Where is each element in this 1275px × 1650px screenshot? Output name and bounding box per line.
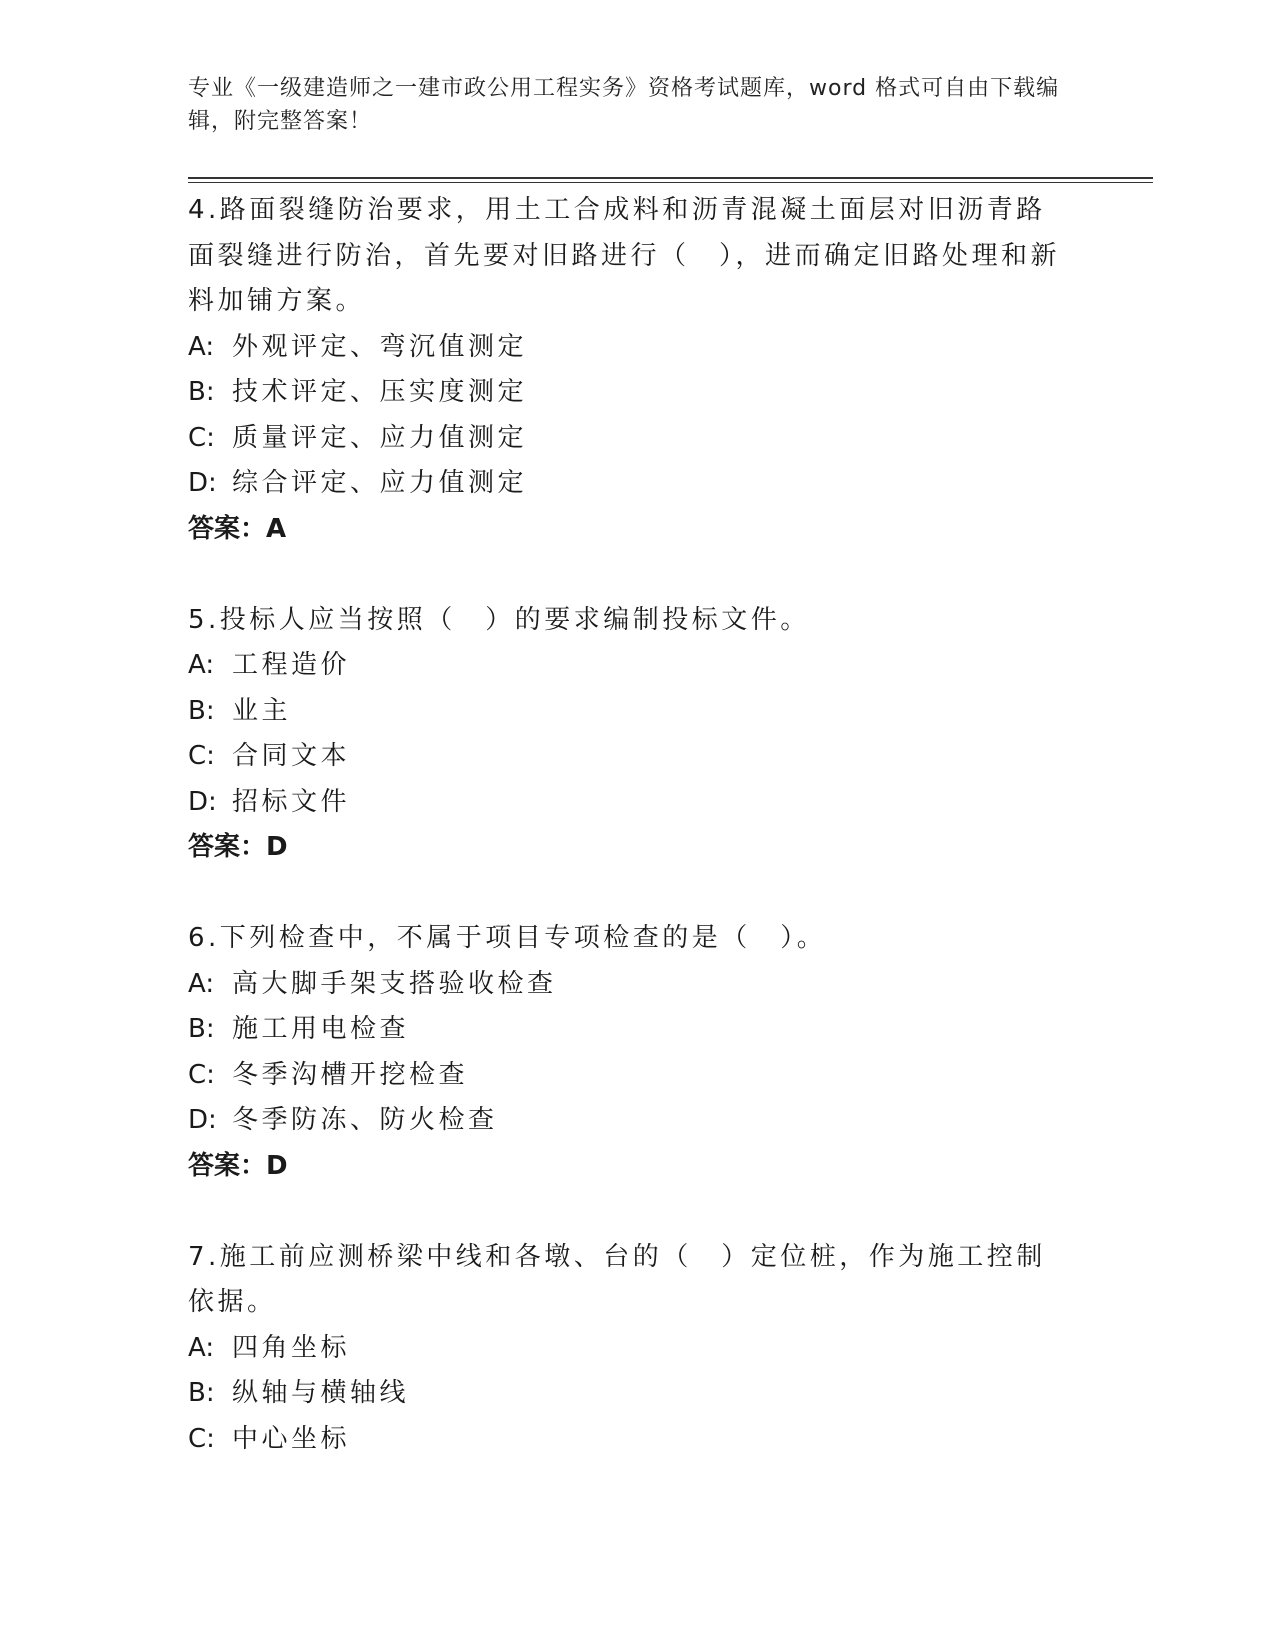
- option-text: 合同文本: [232, 741, 351, 771]
- option-a: [188, 643, 1068, 689]
- option-b: [188, 689, 1068, 735]
- question-stem: 7.施工前应测桥梁中线和各墩、台的（ ）定位桩，作为施工控制依据。: [188, 1241, 1046, 1317]
- question-stem: 5.投标人应当按照（ ）的要求编制投标文件。: [188, 604, 810, 635]
- option-a: [188, 1326, 1068, 1372]
- option-key: C:: [188, 741, 215, 771]
- question-7: [188, 1235, 1068, 1463]
- question-gap: [188, 1189, 1068, 1235]
- option-text: 中心坐标: [232, 1423, 351, 1454]
- option-key: C:: [188, 1059, 215, 1090]
- option-d: [188, 1098, 1068, 1144]
- option-c: [188, 1417, 1068, 1463]
- option-key: B:: [188, 1378, 215, 1408]
- option-text: 冬季沟槽开挖检查: [232, 1059, 469, 1090]
- option-key: A:: [188, 331, 215, 362]
- option-a: [188, 962, 1068, 1008]
- option-key: A:: [188, 650, 215, 680]
- header-divider-thick: [188, 177, 1153, 179]
- answer-line: 答案：A: [188, 513, 287, 544]
- option-d: [188, 461, 1068, 507]
- option-c: [188, 416, 1068, 462]
- question-stem: 6.下列检查中，不属于项目专项检查的是（ ）。: [188, 923, 827, 953]
- answer-line: 答案：D: [188, 1150, 288, 1181]
- option-b: [188, 1007, 1068, 1053]
- option-text: 综合评定、应力值测定: [232, 468, 528, 498]
- option-text: 冬季防冻、防火检查: [232, 1105, 498, 1135]
- option-text: 施工用电检查: [232, 1014, 410, 1044]
- option-key: B:: [188, 377, 215, 407]
- option-a: [188, 325, 1068, 371]
- question-6: [188, 916, 1068, 1189]
- option-d: [188, 780, 1068, 826]
- option-text: 技术评定、压实度测定: [232, 377, 528, 407]
- option-text: 纵轴与横轴线: [232, 1378, 410, 1408]
- option-text: 招标文件: [232, 786, 351, 817]
- option-b: [188, 1371, 1068, 1417]
- option-c: [188, 734, 1068, 780]
- option-text: 工程造价: [232, 650, 351, 680]
- option-text: 高大脚手架支搭验收检查: [232, 968, 557, 999]
- option-text: 外观评定、弯沉值测定: [232, 331, 528, 362]
- option-b: [188, 370, 1068, 416]
- option-text: 四角坐标: [232, 1332, 351, 1363]
- answer-line: 答案：D: [188, 832, 288, 862]
- option-key: B:: [188, 695, 215, 726]
- option-key: C:: [188, 1423, 215, 1454]
- question-list: [188, 188, 1068, 1462]
- option-text: 业主: [232, 695, 292, 726]
- option-key: B:: [188, 1014, 215, 1044]
- question-gap: [188, 871, 1068, 917]
- option-text: 质量评定、应力值测定: [232, 422, 528, 453]
- question-4: [188, 188, 1068, 552]
- option-key: D:: [188, 468, 217, 498]
- option-key: A:: [188, 968, 215, 999]
- header-note: 专业《一级建造师之一建市政公用工程实务》资格考试题库，word 格式可自由下载编辑，附完整答案！: [188, 76, 1060, 134]
- question-gap: [188, 552, 1068, 598]
- option-key: D:: [188, 1105, 217, 1135]
- question-stem: 4.路面裂缝防治要求，用土工合成料和沥青混凝土面层对旧沥青路面裂缝进行防治，首先要对旧路进行（ ），进而确定旧路处理和新料加铺方案。: [188, 195, 1061, 316]
- option-key: C:: [188, 422, 215, 453]
- option-c: [188, 1053, 1068, 1099]
- option-key: A:: [188, 1332, 215, 1363]
- question-5: [188, 598, 1068, 871]
- header-divider-thin: [188, 182, 1153, 183]
- option-key: D:: [188, 786, 217, 817]
